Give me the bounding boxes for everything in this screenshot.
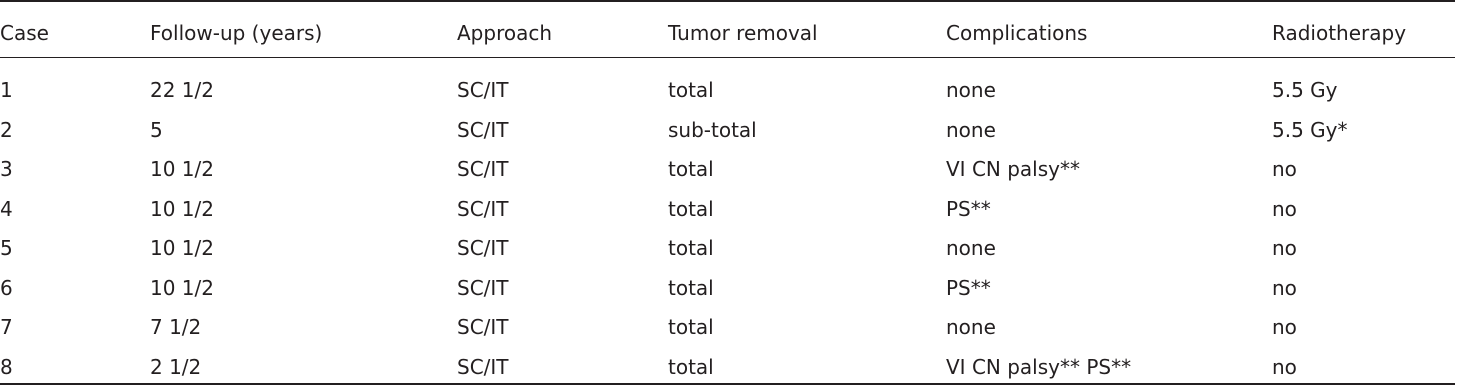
cell-follow-up: 10 1/2 [150,157,214,181]
cell-tumor-removal: total [668,276,714,300]
cell-approach: SC/IT [457,157,509,181]
table-header-rule [0,57,1455,58]
cell-follow-up: 2 1/2 [150,355,202,379]
cell-approach: SC/IT [457,118,509,142]
cell-approach: SC/IT [457,315,509,339]
cell-radiotherapy: 5.5 Gy [1272,78,1338,102]
cell-case: 8 [0,355,13,379]
cell-tumor-removal: total [668,315,714,339]
cell-complications: none [946,236,996,260]
header-complications: Complications [946,21,1088,45]
cell-complications: PS** [946,276,991,300]
cell-radiotherapy: no [1272,157,1297,181]
cell-approach: SC/IT [457,276,509,300]
table-bottom-rule [0,383,1455,385]
cell-case: 1 [0,78,13,102]
cell-case: 2 [0,118,13,142]
cell-complications: PS** [946,197,991,221]
cell-tumor-removal: total [668,197,714,221]
cell-tumor-removal: total [668,78,714,102]
header-tumor-removal: Tumor removal [668,21,818,45]
cell-complications: VI CN palsy** [946,157,1080,181]
cell-approach: SC/IT [457,355,509,379]
cell-follow-up: 10 1/2 [150,276,214,300]
cell-radiotherapy: 5.5 Gy* [1272,118,1348,142]
cell-complications: none [946,118,996,142]
table-top-rule [0,0,1455,2]
cell-follow-up: 7 1/2 [150,315,202,339]
cell-radiotherapy: no [1272,315,1297,339]
cell-follow-up: 22 1/2 [150,78,214,102]
header-radiotherapy: Radiotherapy [1272,21,1407,45]
cell-tumor-removal: total [668,355,714,379]
cell-case: 6 [0,276,13,300]
cell-radiotherapy: no [1272,355,1297,379]
cell-complications: none [946,315,996,339]
cell-complications: none [946,78,996,102]
cell-case: 3 [0,157,13,181]
cell-follow-up: 5 [150,118,163,142]
cell-tumor-removal: total [668,157,714,181]
header-approach: Approach [457,21,553,45]
cell-radiotherapy: no [1272,197,1297,221]
cell-radiotherapy: no [1272,276,1297,300]
cell-follow-up: 10 1/2 [150,236,214,260]
cell-approach: SC/IT [457,78,509,102]
cell-case: 5 [0,236,13,260]
cell-approach: SC/IT [457,236,509,260]
cell-tumor-removal: sub-total [668,118,757,142]
cell-case: 7 [0,315,13,339]
header-case: Case [0,21,49,45]
cell-radiotherapy: no [1272,236,1297,260]
cell-case: 4 [0,197,13,221]
header-follow-up: Follow-up (years) [150,21,323,45]
cell-complications: VI CN palsy** PS** [946,355,1132,379]
cell-follow-up: 10 1/2 [150,197,214,221]
cell-approach: SC/IT [457,197,509,221]
cell-tumor-removal: total [668,236,714,260]
